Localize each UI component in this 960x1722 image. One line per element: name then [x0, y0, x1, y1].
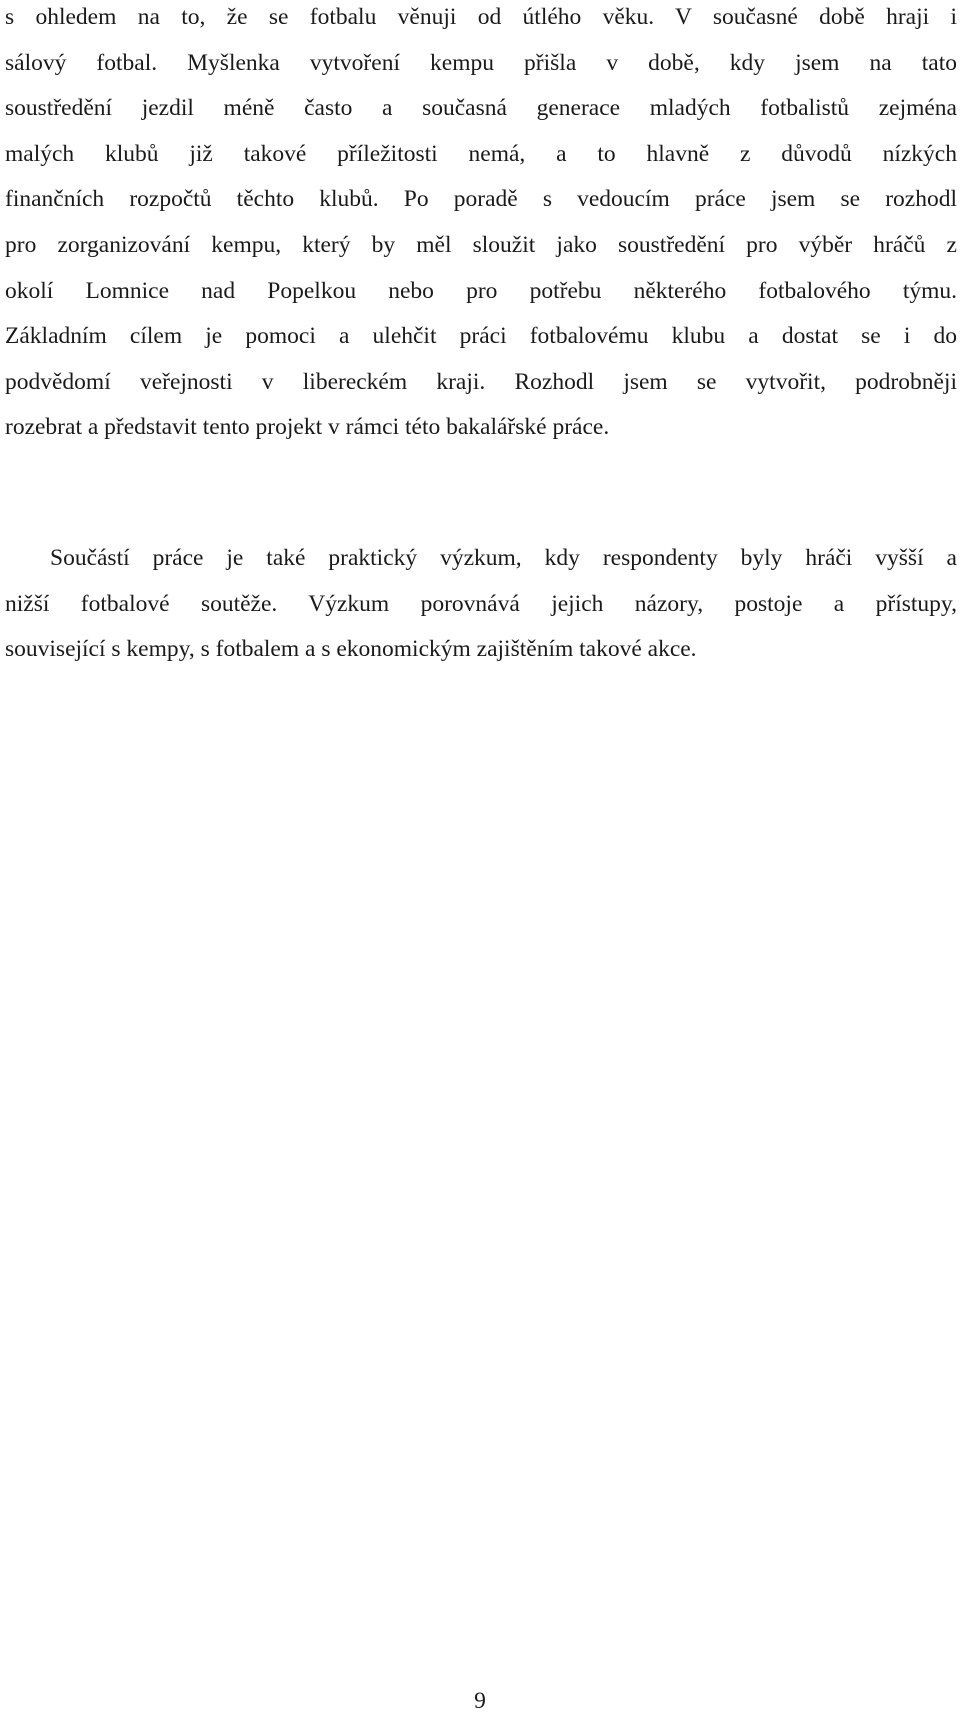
paragraph-line: okolí Lomnice nad Popelkou nebo pro potřebu některého fotbalového týmu. — [5, 277, 957, 304]
paragraph-line: sálový fotbal. Myšlenka vytvoření kempu přišla v době, kdy jsem na tato — [5, 49, 957, 76]
paragraph-line: finančních rozpočtů těchto klubů. Po poradě s vedoucím práce jsem se rozhodl — [5, 186, 957, 213]
page-number: 9 — [474, 1688, 486, 1714]
paragraph-2 — [5, 536, 957, 673]
paragraph-line: Základním cílem je pomoci a ulehčit práci fotbalovému klubu a dostat se i do — [5, 323, 957, 350]
paragraph-line: podvědomí veřejnosti v libereckém kraji. Rozhodl jsem se vytvořit, podrobněji — [5, 368, 957, 395]
paragraph-line: malých klubů již takové příležitosti nemá, a to hlavně z důvodů nízkých — [5, 140, 957, 167]
paragraph-line: pro zorganizování kempu, který by měl sloužit jako soustředění pro výběr hráčů z — [5, 231, 957, 258]
paragraph-line: rozebrat a představit tento projekt v rámci této bakalářské práce. — [5, 414, 610, 441]
paragraph-line: nižší fotbalové soutěže. Výzkum porovnává jejich názory, postoje a přístupy, — [5, 590, 957, 617]
paragraph-line: soustředění jezdil méně často a současná generace mladých fotbalistů zejména — [5, 95, 957, 122]
paragraph-line: Součástí práce je také praktický výzkum, kdy respondenty byly hráči vyšší a — [50, 545, 957, 571]
paragraph-line: s ohledem na to, že se fotbalu věnuji od útlého věku. V současné době hraji i — [5, 4, 957, 30]
paragraph-1 — [5, 0, 957, 451]
paragraph-line: související s kempy, s fotbalem a s ekonomickým zajištěním takové akce. — [5, 636, 697, 663]
